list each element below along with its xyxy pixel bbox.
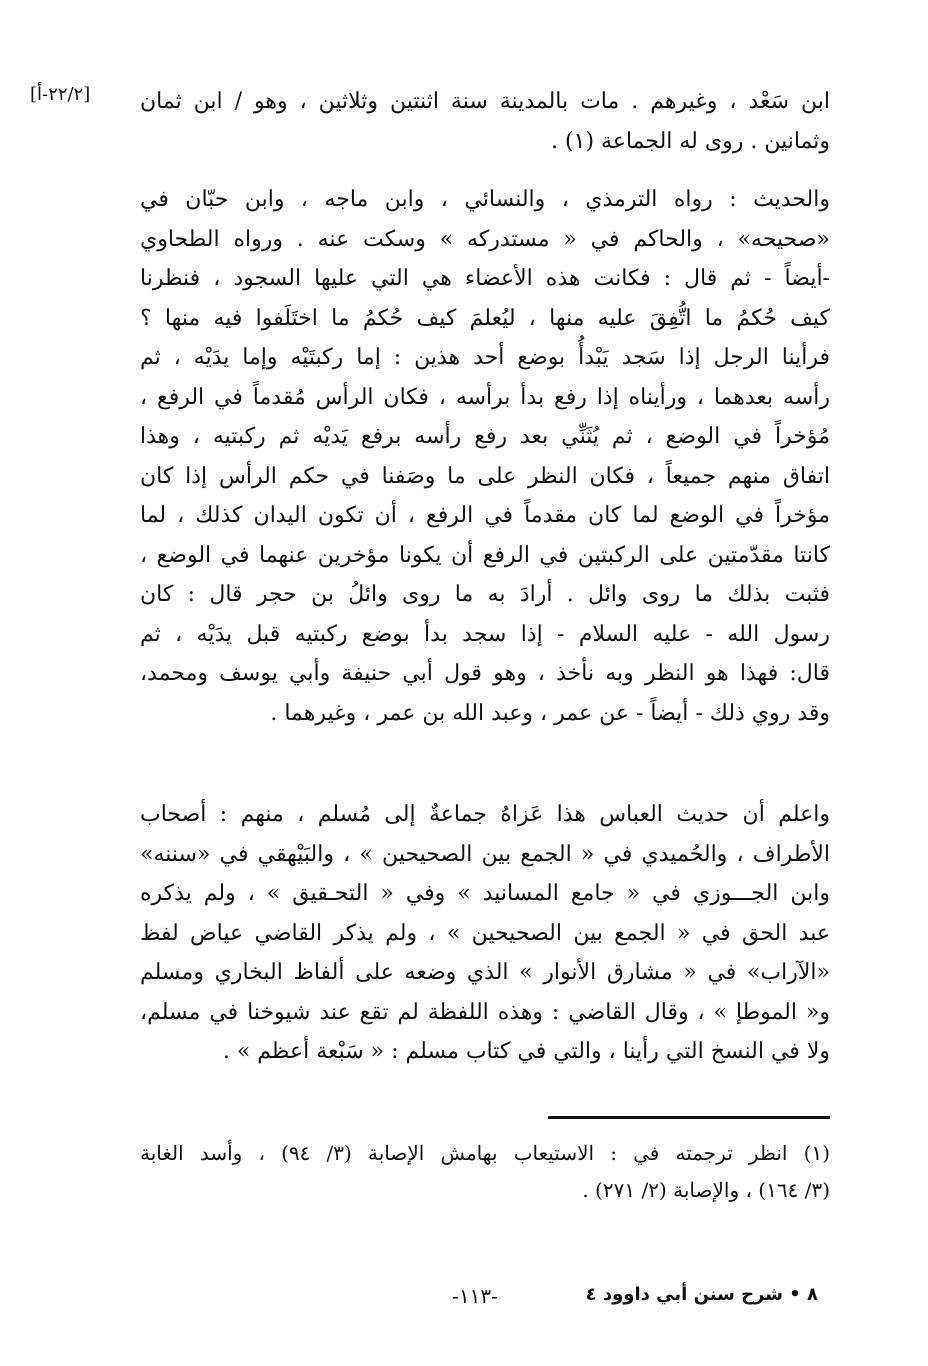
text-line: مُؤخراً في الوضع ، ثم يُثَنِّي بعد رفع رأسه برفع يَديْه ثم ركبتيه ، وهذا bbox=[140, 424, 830, 449]
paragraph-abbas-hadith bbox=[140, 795, 830, 1072]
text-line: وثمانين . روى له الجماعة (١) . bbox=[551, 128, 830, 154]
text-line: «الآراب» في « مشارق الأنوار » الذي وضعه على ألفاظ البخاري ومسلم bbox=[140, 960, 830, 985]
page-number: -١١٣- bbox=[452, 1284, 498, 1308]
text-line: كيف حُكمُ ما اتُّفِقَ عليه منها ، ليُعلمَ كيف حُكمُ ما اختَلَفوا فيه منها ؟ bbox=[140, 305, 830, 331]
text-line: قال: فهذا هو النظر وبه نأخذ ، وهو قول أبي حنيفة وأبي يوسف ومحمد، bbox=[140, 661, 830, 686]
footnote-line: (٣/ ١٦٤) ، والإصابة (٢/ ٢٧١) . bbox=[582, 1178, 830, 1202]
footnote-separator bbox=[548, 1116, 830, 1119]
text-line: الأطراف ، والحُميدي في « الجمع بين الصحيحين » ، والبَيْهقي في «سننه» bbox=[140, 841, 830, 867]
text-line: -أيضاً - ثم قال : فكانت هذه الأعضاء هي التي عليها السجود ، فنظرنا bbox=[140, 266, 830, 291]
text-line: وابن الجـــوزي في « جامع المسانيد » وفي « التحـقيق » ، ولم يذكره bbox=[140, 881, 830, 906]
text-line: و« الموطإ » ، وقال القاضي : وهذه اللفظة لم تقع عند شيوخنا في مسلم، bbox=[140, 999, 830, 1025]
text-line: اتفاق منهم جميعاً ، فكان النظر على ما وصَفنا في حكم الرأس إذا كان bbox=[140, 463, 830, 489]
text-line: فثبت بذلك ما روى وائل . أرادَ به ما روى وائلُ بن حجر قال : كان bbox=[140, 582, 830, 607]
text-line: ولا في النسخ التي رأينا ، والتي في كتاب مسلم : « سَبْعة أعظم » . bbox=[222, 1039, 830, 1064]
text-line: رسول الله - عليه السلام - إذا سجد بدأ بوضع ركبتيه قبل يدَيْه ، ثم bbox=[140, 621, 830, 647]
footnote-line: (١) انظر ترجمته في : الاستيعاب بهامش الإصابة (٣/ ٩٤) ، وأسد الغابة bbox=[140, 1141, 831, 1165]
text-line: واعلم أن حديث العباس هذا عَزاهُ جماعةٌ إلى مُسلم ، منهم : أصحاب bbox=[140, 802, 830, 827]
text-line: «صحيحه» ، والحاكم في « مستدركه » وسكت عنه . ورواه الطحاوي bbox=[140, 226, 830, 252]
text-line: فرأينا الرجل إذا سَجد يَبْدأُ بوضع أحد هذين : إما ركبتَيْه وإما يدَيْه ، ثم bbox=[140, 345, 830, 370]
paragraph-hadith-takhrij bbox=[140, 180, 830, 733]
text-line: ابن سَعْد ، وغيرهم . مات بالمدينة سنة اثنتين وثلاثين ، وهو / ابن ثمان bbox=[140, 89, 830, 114]
footnote-1 bbox=[140, 1135, 830, 1209]
paragraph-biography-end bbox=[140, 82, 830, 161]
running-footer: ٨ • شرح سنن أبي داوود ٤ bbox=[585, 1284, 818, 1305]
text-line: والحديث : رواه الترمذي ، والنسائي ، وابن ماجه ، وابن حبّان في bbox=[140, 187, 830, 212]
text-line: وقد روي ذلك - أيضاً - عن عمر ، وعبد الله بن عمر ، وغيرهما . bbox=[270, 700, 830, 726]
margin-reference: [٢٢/٢-أ] bbox=[30, 84, 91, 105]
text-line: كانتا مقدّمتين على الركبتين في الرفع أن يكونا مؤخرين عنهما في الوضع ، bbox=[140, 542, 830, 568]
text-line: عبد الحق في « الجمع بين الصحيحين » ، ولم يذكر القاضي عياض لفظ bbox=[140, 920, 830, 946]
text-line: مؤخراً في الوضع لما كان مقدماً في الرفع ، أن تكون اليدان كذلك ، لما bbox=[140, 503, 830, 528]
text-line: رأسه بعدهما ، ورأيناه إذا رفع بدأ برأسه ، فكان الرأس مُقدماً في الرفع ، bbox=[140, 384, 830, 410]
